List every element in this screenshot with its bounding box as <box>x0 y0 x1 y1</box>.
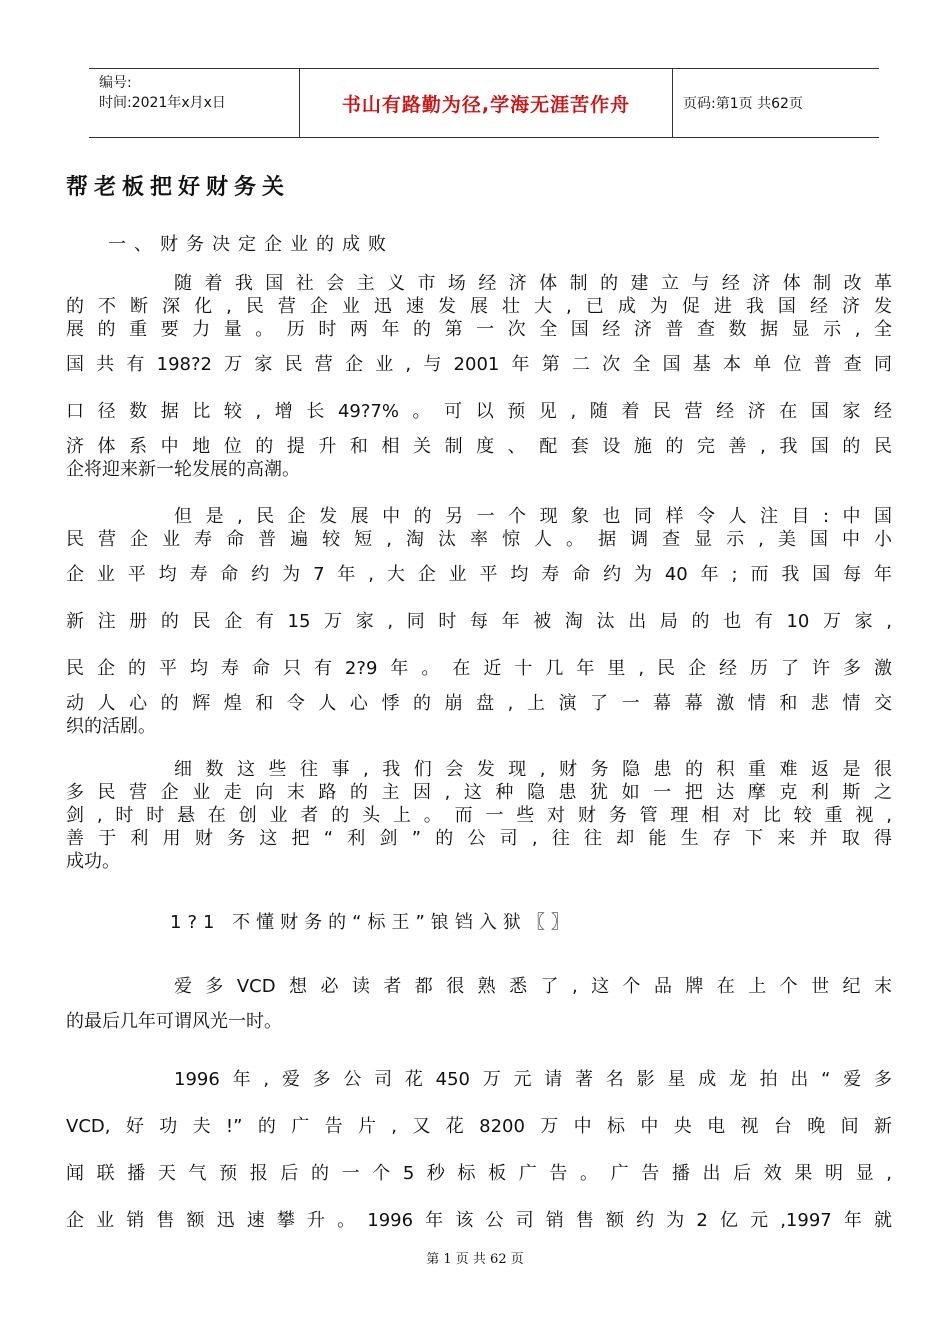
text-line: 多民营企业走向末路的主因,这种隐患犹如一把达摩克利斯之 <box>66 782 892 803</box>
text-line: 企业销售额迅速攀升。1996年该公司销售额约为2亿元,1997年就 <box>66 1210 892 1231</box>
document-number-label: 编号: <box>99 75 132 91</box>
text-line: 济体系中地位的提升和相关制度、配套设施的完善,我国的民 <box>66 436 892 457</box>
text-line: 闻联播天气预报后的一个5秒标板广告。广告播出后效果明显, <box>66 1163 892 1184</box>
text-line: 新注册的民企有15万家,同时每年被淘汰出局的也有10万家, <box>66 611 892 632</box>
text-line: 1996年,爱多公司花450万元请著名影星成龙拍出“爱多 <box>174 1069 892 1090</box>
text-line: 但是,民企发展中的另一个现象也同样令人注目:中国 <box>174 506 892 527</box>
header-motto: 书山有路勤为径,学海无涯苦作舟 <box>299 69 673 137</box>
text-line: 民企的平均寿命只有2?9年。在近十几年里,民企经历了许多激 <box>66 658 892 679</box>
text-line: 随着我国社会主义市场经济体制的建立与经济体制改革 <box>174 273 892 294</box>
page-footer: 第 1 页 共 62 页 <box>426 1252 524 1267</box>
text-line: 口径数据比较,增长49?7%。可以预见,随着民营经济在国家经 <box>66 401 892 422</box>
header-page-info: 页码:第1页 共62页 <box>683 96 803 112</box>
text-line: 的最后几年可谓风光一时。 <box>66 1011 282 1032</box>
text-line: 国共有198?2万家民营企业,与2001年第二次全国基本单位普查同 <box>66 354 892 375</box>
paragraph-4 <box>66 975 892 1033</box>
paragraph-2 <box>66 505 892 738</box>
document-title: 帮老板把好财务关 <box>66 175 291 200</box>
text-line: 织的活剧。 <box>66 716 156 737</box>
header-meta <box>89 69 299 137</box>
document-time-label: 时间:2021年x月x日 <box>99 95 226 111</box>
section-heading: 一、财务决定企业的成败 <box>108 234 394 255</box>
text-line: 展的重要力量。历时两年的第一次全国经济普查数据显示,全 <box>66 319 892 340</box>
page-header <box>89 68 879 138</box>
text-line: 爱多VCD想必读者都很熟悉了,这个品牌在上个世纪末 <box>174 976 892 997</box>
text-line: 民营企业寿命普遍较短,淘汰率惊人。据调查显示,美国中小 <box>66 529 892 550</box>
text-line: 的不断深化,民营企业迅速发展壮大,已成为促进我国经济发 <box>66 296 892 317</box>
text-line: VCD,好功夫!”的广告片,又花8200万中标中央电视台晚间新 <box>66 1116 892 1137</box>
text-line: 动人心的辉煌和令人心悸的崩盘,上演了一幕幕激情和悲情交 <box>66 693 892 714</box>
text-line: 剑,时时悬在创业者的头上。而一些对财务管理相对比较重视, <box>66 805 892 826</box>
text-line: 善于利用财务这把“利剑”的公司,往往却能生存下来并取得 <box>66 828 892 849</box>
paragraph-3 <box>66 758 892 873</box>
subsection-heading: 1?1 不懂财务的“标王”锒铛入狱〖〗 <box>170 912 575 933</box>
paragraph-1 <box>66 272 892 481</box>
text-line: 企业平均寿命约为7年,大企业平均寿命约为40年;而我国每年 <box>66 564 892 585</box>
text-line: 细数这些往事,我们会发现,财务隐患的积重难返是很 <box>174 759 892 780</box>
paragraph-5 <box>66 1068 892 1232</box>
text-line: 企将迎来新一轮发展的高潮。 <box>66 459 300 480</box>
text-line: 成功。 <box>66 851 120 872</box>
